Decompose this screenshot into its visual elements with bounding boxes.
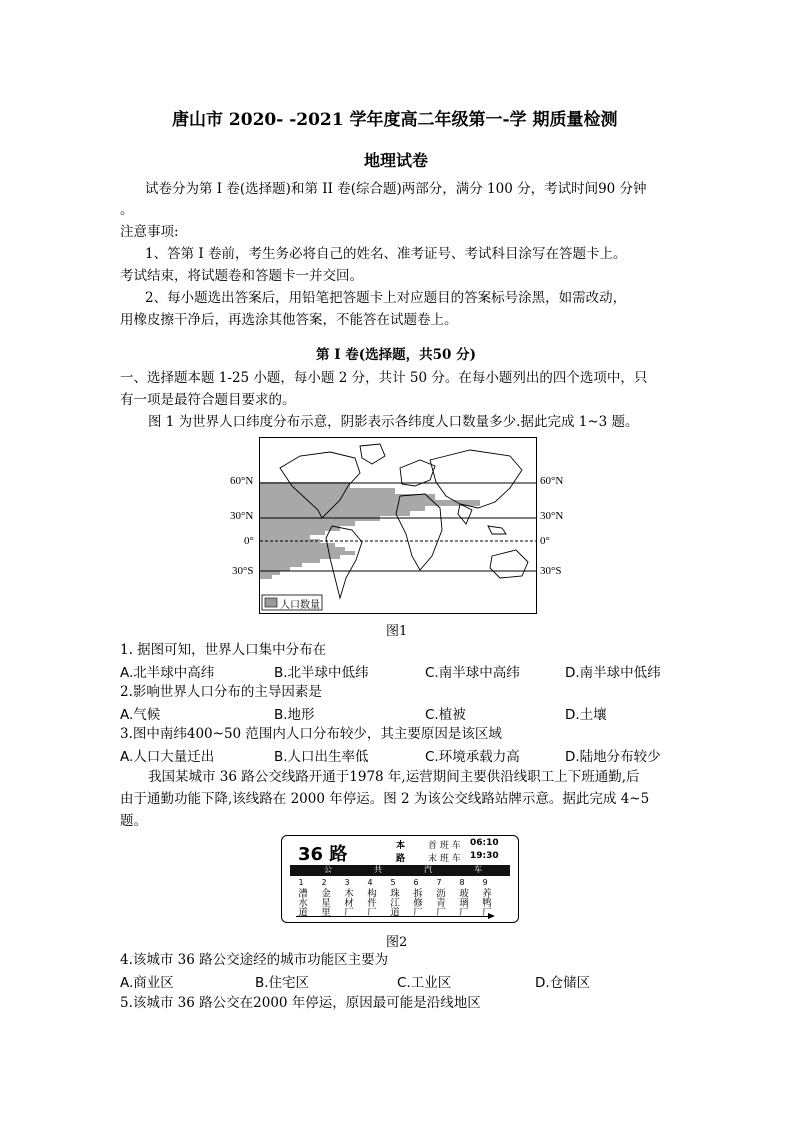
subject-title: 地理试卷 xyxy=(364,151,429,170)
q4-option-a: A.商业区 xyxy=(120,975,174,991)
passage2-line-1: 我国某城市 36 路公交线路开通于1978 年,运营期间主要供沿线职工上下班通勤,后 xyxy=(148,769,640,785)
world-map-svg xyxy=(260,438,536,613)
stop-number: 5 xyxy=(390,878,396,887)
stop-name: 玻璃厂 xyxy=(457,888,468,917)
exam-title: 唐山市 2020- -2021 学年度高二年级第一-学 期质量检测 xyxy=(172,110,618,130)
q3-option-a: A.人口大量迁出 xyxy=(120,749,215,765)
stop-name: 漕水道 xyxy=(296,888,307,917)
section-instr-b: 有一项是最符合题目要求的。 xyxy=(120,392,296,408)
q2-option-a: A.气候 xyxy=(120,707,161,723)
legend-label: 人口数量 xyxy=(280,600,320,611)
intro-line-1: 试卷分为第 I 卷(选择题)和第 II 卷(综合题)两部分，满分 100 分，考试时间90 分钟 xyxy=(145,181,647,197)
route-direction-line xyxy=(296,916,491,917)
band-char-2: 共 xyxy=(374,865,382,874)
lat-label-60n-left: 60°N xyxy=(230,475,254,487)
stop-name: 养鸭厂 xyxy=(480,888,491,917)
stop-name: 珠江道 xyxy=(388,888,399,917)
sign-lu: 路 xyxy=(396,854,406,864)
figure2-caption: 图2 xyxy=(386,935,408,950)
q2-option-c: C.植被 xyxy=(425,707,466,723)
bus-stop xyxy=(362,878,378,917)
stop-number: 6 xyxy=(413,878,419,887)
route-number: 36 路 xyxy=(298,844,348,865)
lat-label-30n-left: 30°N xyxy=(230,510,254,522)
stop-name: 拆修厂 xyxy=(411,888,422,917)
lat-label-30s-left: 30°S xyxy=(232,565,254,577)
stop-name: 木材厂 xyxy=(342,888,353,917)
figure1-caption: 图1 xyxy=(386,624,408,639)
lat-label-60n-right: 60°N xyxy=(540,475,564,487)
bus-stop xyxy=(316,878,332,917)
section-heading: 第 I 卷(选择题，共50 分) xyxy=(316,347,476,363)
band-char-4: 车 xyxy=(474,865,482,874)
note-1b: 考试结束，将试题卷和答题卡一并交回。 xyxy=(120,268,363,284)
first-bus-time: 06:10 xyxy=(470,838,499,848)
first-bus-label: 首 班 车 xyxy=(428,841,461,851)
bus-stop xyxy=(408,878,424,917)
q3-option-b: B.人口出生率低 xyxy=(274,749,369,765)
stop-number: 3 xyxy=(344,878,350,887)
q1-option-a: A.北半球中高纬 xyxy=(120,665,215,681)
stop-number: 2 xyxy=(321,878,327,887)
stop-name: 沥青厂 xyxy=(434,888,445,917)
band-char-3: 汽 xyxy=(424,865,432,874)
bus-stop xyxy=(431,878,447,917)
fig1-intro: 图 1 为世界人口纬度分布示意，阴影表示各纬度人口数量多少.据此完成 1~3 题。 xyxy=(148,414,639,430)
stop-number: 4 xyxy=(367,878,373,887)
last-bus-label: 末 班 车 xyxy=(428,854,461,864)
q4-stem: 4.该城市 36 路公交途经的城市功能区主要为 xyxy=(120,952,389,968)
bus-band xyxy=(290,865,510,876)
bus-stop-sign xyxy=(281,835,519,923)
bus-stop xyxy=(339,878,355,917)
q1-option-b: B.北半球中低纬 xyxy=(274,665,369,681)
bus-stop xyxy=(385,878,401,917)
note-1a: 1、答第 I 卷前，考生务必将自己的姓名、准考证号、考试科目涂写在答题卡上。 xyxy=(145,246,627,262)
lat-label-eq-left: 0° xyxy=(244,535,254,547)
stop-number: 8 xyxy=(459,878,465,887)
lat-label-eq-right: 0° xyxy=(540,535,550,547)
lat-label-30s-right: 30°S xyxy=(540,565,562,577)
sign-ben: 本 xyxy=(396,841,406,851)
stop-number: 9 xyxy=(482,878,488,887)
q2-stem: 2.影响世界人口分布的主导因素是 xyxy=(120,684,322,700)
section-instr-a: 一、选择题本题 1-25 小题，每小题 2 分，共计 50 分。在每小题列出的四个选项中，只 xyxy=(120,370,648,386)
stop-number: 7 xyxy=(436,878,442,887)
q4-option-d: D.仓储区 xyxy=(535,975,591,991)
note-2b: 用橡皮擦干净后，再选涂其他答案，不能答在试题卷上。 xyxy=(120,312,458,328)
intro-line-2: 。 xyxy=(120,202,134,218)
q4-option-b: B.住宅区 xyxy=(255,975,310,991)
q2-option-b: B.地形 xyxy=(274,707,315,723)
arrow-right-icon xyxy=(488,913,495,919)
q4-option-c: C.工业区 xyxy=(397,975,452,991)
q3-option-d: D.陆地分布较少 xyxy=(565,749,661,765)
q1-stem: 1. 据图可知，世界人口集中分布在 xyxy=(120,642,327,658)
passage2-line-2: 由于通勤功能下降,该线路在 2000 年停运。图 2 为该公交线路站牌示意。据此完成 4~5 xyxy=(120,791,650,807)
stop-name: 构件厂 xyxy=(365,888,376,917)
band-char-1: 公 xyxy=(324,865,332,874)
q2-option-d: D.土壤 xyxy=(565,707,607,723)
last-bus-time: 19:30 xyxy=(470,851,499,861)
stop-name: 金星里 xyxy=(319,888,330,917)
q3-option-c: C.环境承载力高 xyxy=(425,749,520,765)
bus-stop xyxy=(477,878,493,917)
bus-stop xyxy=(454,878,470,917)
q3-stem: 3.图中南纬400~50 范围内人口分布较少，其主要原因是该区域 xyxy=(120,726,502,742)
stop-number: 1 xyxy=(298,878,304,887)
population-latitude-map xyxy=(259,437,537,614)
notice-title: 注意事项: xyxy=(120,224,179,240)
lat-label-30n-right: 30°N xyxy=(540,510,564,522)
note-2a: 2、每小题选出答案后，用铅笔把答题卡上对应题目的答案标号涂黑，如需改动， xyxy=(145,290,627,306)
q1-option-d: D.南半球中低纬 xyxy=(565,665,661,681)
q1-option-c: C.南半球中高纬 xyxy=(425,665,520,681)
bus-stop xyxy=(293,878,309,917)
passage2-line-3: 题。 xyxy=(120,813,147,829)
q5-stem: 5.该城市 36 路公交在2000 年停运，原因最可能是沿线地区 xyxy=(120,995,481,1011)
